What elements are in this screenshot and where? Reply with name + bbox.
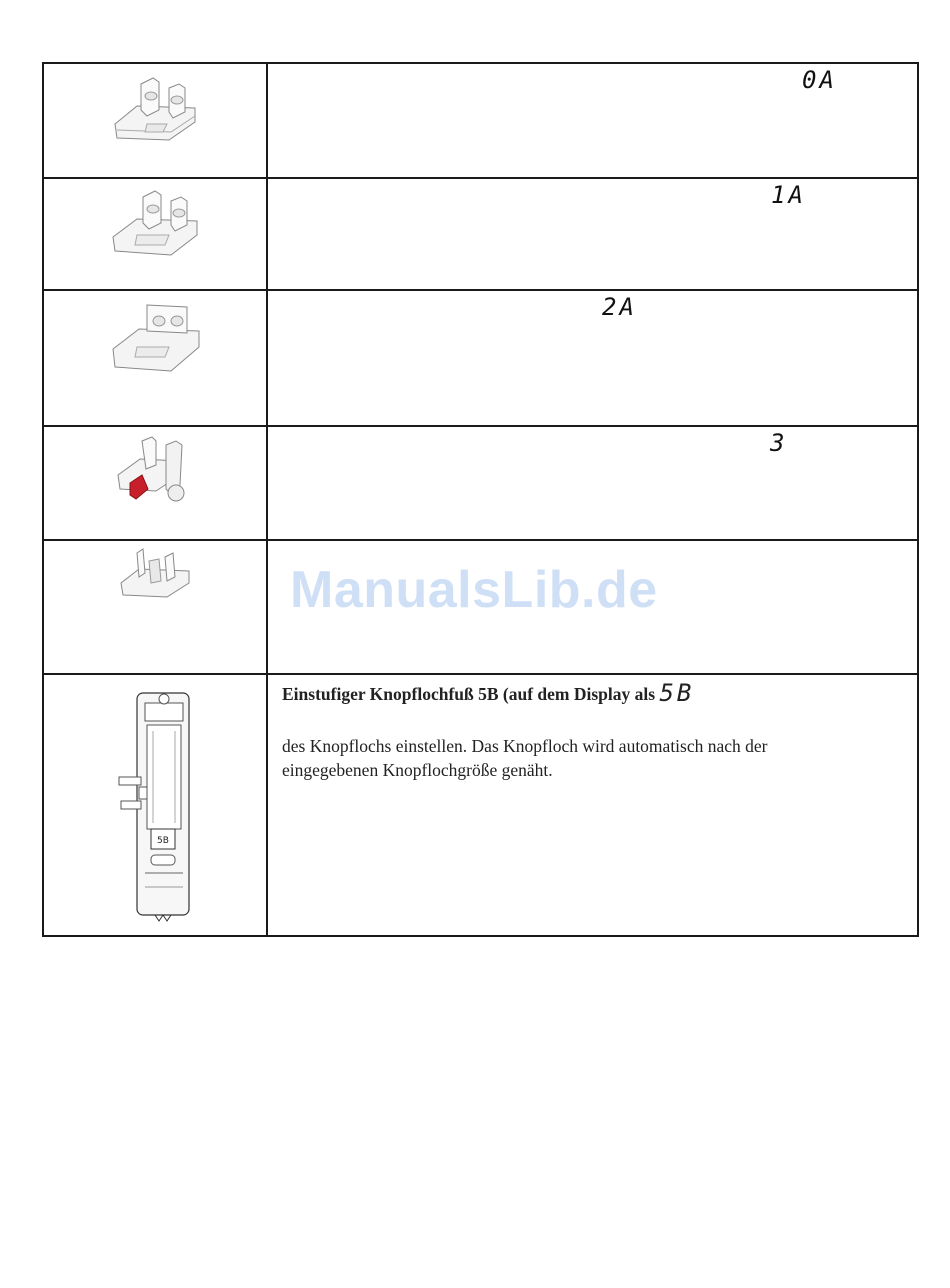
foot-label: 5B: [157, 836, 169, 846]
foot-image-cell: [43, 290, 267, 426]
foot-description-cell: [267, 426, 918, 540]
display-code: 0A: [802, 66, 837, 94]
table-row: [43, 290, 918, 426]
presser-feet-table: [42, 62, 919, 937]
foot-image-cell: [43, 63, 267, 178]
foot-description-cell: [267, 290, 918, 426]
foot-image-cell: [43, 426, 267, 540]
foot-description-line: des Knopflochs einstellen. Das Knopfloch wird automatisch nach der: [282, 736, 768, 756]
table-row: [43, 178, 918, 290]
foot-description-cell: [267, 178, 918, 290]
foot-title: Einstufiger Knopflochfuß 5B (auf dem Display als: [282, 684, 656, 704]
display-code: 5B: [659, 679, 695, 707]
foot-image-cell: [43, 674, 267, 936]
foot-description-cell: [267, 674, 918, 936]
table-row: [43, 426, 918, 540]
display-code: 2A: [602, 293, 637, 321]
presser-foot-3-icon: [110, 435, 200, 511]
foot-image-cell: [43, 540, 267, 674]
presser-foot-0a-icon: [107, 70, 203, 142]
foot-image-cell: [43, 178, 267, 290]
foot-description-cell: [267, 63, 918, 178]
foot-description-line: eingegebenen Knopflochgröße genäht.: [282, 760, 553, 780]
presser-foot-1a-icon: [107, 185, 203, 257]
table-row: [43, 674, 918, 936]
table-row: [43, 63, 918, 178]
buttonhole-foot-5b-icon: [115, 687, 195, 923]
watermark: ManualsLib.de: [290, 561, 658, 619]
display-code: 3: [770, 429, 788, 457]
presser-foot-4-icon: [115, 547, 195, 599]
display-code: 1A: [771, 181, 806, 209]
presser-foot-2a-icon: [107, 299, 203, 373]
